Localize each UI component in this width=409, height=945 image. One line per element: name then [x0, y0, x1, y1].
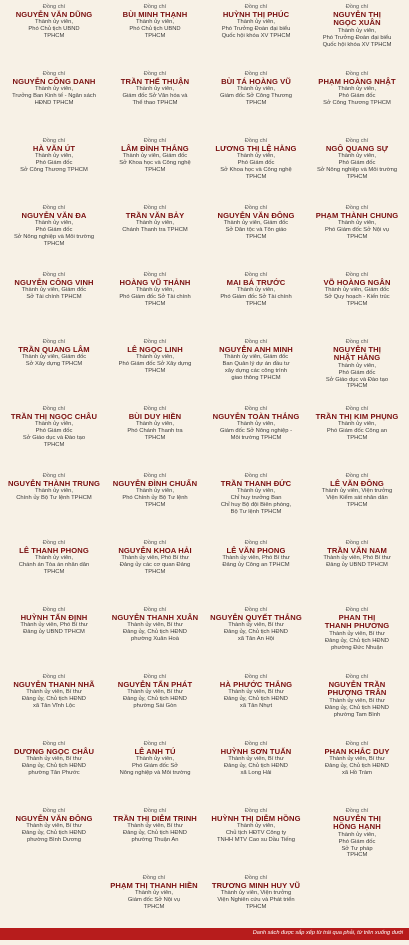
member-card: [309, 607, 405, 651]
member-card: [309, 808, 405, 859]
member-honorific: Đồng chí: [244, 473, 268, 479]
member-card: [208, 808, 304, 844]
member-name: NGUYỄN THỊ NHẬT HẰNG: [333, 344, 381, 363]
member-name: TRẦN VĂN NAM: [327, 545, 387, 555]
member-honorific: Đồng chí: [244, 4, 268, 10]
member-position: Thành ủy viên, Bí thư Đảng ủy, Chủ tịch HĐND xã Tân An Hội: [223, 622, 288, 642]
member-card: [6, 540, 102, 576]
member-position: Thành ủy viên, Phó Giám đốc Sở Tài chính TPHCM: [119, 287, 191, 307]
member-name: NGUYỄN VĂN DŨNG: [15, 9, 93, 19]
member-position: Thành ủy viên, Giám đốc Sở Quy hoạch - Kiến trúc TPHCM: [324, 287, 390, 307]
member-name: NGUYỄN VĂN ĐA: [21, 210, 87, 220]
member-name: TRẦN VĂN BẢY: [125, 210, 185, 220]
member-position: Thành ủy viên, Phó Chánh Thanh tra TPHCM: [127, 421, 183, 441]
member-name: HUỲNH THỊ DIỄM HỒNG: [211, 813, 301, 823]
member-position: Thành ủy viên, Bí thư Đảng ủy, Chủ tịch HĐND xã Hồ Tràm: [324, 756, 389, 776]
member-name: NGUYỄN CÔNG DANH: [12, 76, 96, 86]
member-card: [208, 674, 304, 710]
member-position: Thành ủy viên, Giám đốc Sở Nông nghiệp - Môi trường TPHCM: [219, 421, 293, 441]
member-card: [6, 473, 102, 502]
member-card: [107, 406, 203, 442]
member-position: Thành ủy viên, Phó Chủ tịch UBND TPHCM: [129, 19, 181, 39]
member-row: [0, 607, 409, 677]
member-honorific: Đồng chí: [42, 674, 66, 680]
member-honorific: Đồng chí: [42, 4, 66, 10]
member-position: Thành ủy viên, Giám đốc Sở Văn hóa và Thể thao TPHCM: [122, 86, 188, 106]
member-card: [6, 71, 102, 107]
member-card: [309, 272, 405, 308]
member-position: Thành ủy viên, Phó Trưởng Đoàn đại biểu Quốc hội khóa XV TPHCM: [322, 27, 392, 48]
member-position: Thành ủy viên, Phó Bí thư Đảng ủy UBND TPHCM: [20, 622, 88, 635]
member-row: [0, 741, 409, 811]
member-name: LƯƠNG THỊ LỆ HẰNG: [215, 143, 297, 153]
member-name: NGUYỄN ĐÌNH CHUẨN: [112, 478, 198, 488]
member-name: NGUYỄN QUYẾT THẮNG: [210, 612, 302, 622]
member-card: [107, 205, 203, 234]
member-honorific: Đồng chí: [143, 741, 167, 747]
member-position: Thành ủy viên, Phó Giám đốc Sở Tư pháp TPHCM: [337, 831, 377, 859]
member-honorific: Đồng chí: [244, 205, 268, 211]
member-row: [0, 808, 409, 878]
member-name: NGUYỄN ANH MINH: [219, 344, 293, 354]
member-name: NGUYỄN THỊ NGỌC XUÂN: [333, 9, 381, 28]
member-name: TRẦN THỊ DIỄM TRINH: [113, 813, 197, 823]
member-card: [107, 71, 203, 107]
member-honorific: Đồng chí: [244, 674, 268, 680]
member-name: LÊ VĂN PHONG: [226, 545, 286, 555]
member-name: HUỲNH TẤN ĐỊNH: [20, 612, 88, 622]
member-row: [0, 272, 409, 342]
member-honorific: Đồng chí: [143, 607, 167, 613]
member-position: Thành ủy viên, Phó Giám đốc Sở Nội vụ TPHCM: [324, 220, 390, 240]
member-name: HOÀNG VŨ THẢNH: [119, 277, 191, 287]
member-position: Thành ủy viên, Chánh Thanh tra TPHCM: [122, 220, 188, 233]
member-honorific: Đồng chí: [244, 607, 268, 613]
member-honorific: Đồng chí: [42, 540, 66, 546]
member-position: Thành ủy viên, Viện trưởng Viện Kiểm sát nhân dân TPHCM: [321, 488, 393, 508]
member-honorific: Đồng chí: [244, 808, 268, 814]
member-row: [0, 205, 409, 275]
member-card: [208, 607, 304, 643]
member-position: Thành ủy viên, Phó Giám đốc Sở Tài chính TPHCM: [220, 287, 292, 307]
member-position: Thành ủy viên, Bí thư Đảng ủy, Chủ tịch HĐND phường Sài Gòn: [122, 689, 187, 709]
member-name: NGUYỄN THANH NHÃ: [13, 679, 95, 689]
member-position: Thành ủy viên, Bí thư Đảng ủy, Chủ tịch HĐND phường Tân Phước: [21, 756, 86, 776]
member-honorific: Đồng chí: [345, 205, 369, 211]
member-position: Thành ủy viên, Phó Giám đốc Sở Giáo dục và Đào tạo TPHCM: [325, 362, 389, 390]
member-name: TRẦN THẾ THUẬN: [120, 76, 190, 86]
member-position: Thành ủy viên, Phó Chính ủy Bộ Tư lệnh TPHCM: [122, 488, 188, 508]
member-name: HUỲNH THỊ PHÚC: [222, 9, 290, 19]
member-honorific: Đồng chí: [143, 4, 167, 10]
member-card: [107, 741, 203, 777]
member-honorific: Đồng chí: [42, 205, 66, 211]
member-honorific: Đồng chí: [244, 272, 268, 278]
member-card: [107, 540, 203, 576]
member-position: Thành ủy viên, Bí thư Đảng ủy, Chủ tịch HĐND xã Long Hải: [223, 756, 288, 776]
footer-note: Danh sách được sắp xếp từ trái qua phải, từ trên xuống dưới: [252, 930, 403, 936]
member-name: HÀ VĂN ÚT: [32, 143, 76, 153]
member-honorific: Đồng chí: [143, 808, 167, 814]
member-name: MAI BÁ TRƯỚC: [226, 277, 286, 287]
member-card: [309, 339, 405, 390]
member-card: [309, 138, 405, 181]
member-card: [208, 540, 304, 569]
member-position: Thành ủy viên, Phó Bí thư Đảng ủy UBND TPHCM: [323, 555, 391, 568]
member-card: [107, 607, 203, 643]
member-honorific: Đồng chí: [143, 272, 167, 278]
member-name: NGUYỄN THÀNH TRUNG: [7, 478, 101, 488]
member-position: Thành ủy viên, Phó Giám đốc Sở Nông nghiệp và Môi trường: [119, 756, 191, 776]
member-honorific: Đồng chí: [42, 741, 66, 747]
member-card: [6, 4, 102, 40]
member-honorific: Đồng chí: [244, 540, 268, 546]
member-card: [208, 741, 304, 777]
member-honorific: Đồng chí: [345, 540, 369, 546]
member-name: DƯƠNG NGỌC CHÂU: [13, 746, 95, 756]
member-honorific: Đồng chí: [345, 674, 369, 680]
member-honorific: Đồng chí: [345, 808, 369, 814]
member-honorific: Đồng chí: [42, 272, 66, 278]
member-honorific: Đồng chí: [143, 71, 167, 77]
member-card: [309, 741, 405, 777]
member-position: Thành ủy viên, Phó Giám đốc Sở Nông nghiệp và Môi trường TPHCM: [13, 220, 95, 247]
member-name: HÀ PHƯỚC THẮNG: [219, 679, 293, 689]
member-honorific: Đồng chí: [143, 205, 167, 211]
member-name: NGUYỄN THỊ HỒNG HẠNH: [333, 813, 381, 832]
member-card: [6, 272, 102, 301]
member-honorific: Đồng chí: [42, 71, 66, 77]
member-name: VÕ HOÀNG NGÂN: [323, 277, 391, 287]
member-row: [0, 339, 409, 409]
member-honorific: Đồng chí: [345, 607, 369, 613]
member-position: Thành ủy viên, Bí thư Đảng ủy, Chủ tịch HĐND phường Tam Bình: [324, 697, 389, 718]
member-position: Thành ủy viên, Bí thư Đảng ủy, Chủ tịch HĐND phường Đức Nhuận: [324, 630, 389, 651]
member-row: [0, 71, 409, 141]
member-name: NGUYỄN CÔNG VINH: [14, 277, 94, 287]
member-position: Thành ủy viên, Chỉ huy trưởng Ban Chỉ huy Bộ đội Biên phòng, Bộ Tư lệnh TPHCM: [220, 488, 292, 515]
member-card: [107, 473, 203, 509]
member-name: LÊ VĂN ĐÔNG: [330, 478, 384, 488]
member-position: Thành ủy viên, Viện trưởng Viện Nghiên cứu và Phát triển TPHCM: [217, 890, 295, 910]
member-name: NGUYỄN VĂN ĐÔNG: [217, 210, 295, 220]
member-name: NGUYỄN TRẦN PHƯỢNG TRÂN: [327, 679, 387, 698]
member-card: [6, 406, 102, 449]
member-card: [208, 473, 304, 516]
member-row: [0, 674, 409, 744]
member-honorific: Đồng chí: [345, 473, 369, 479]
member-honorific: Đồng chí: [143, 473, 167, 479]
member-card: [107, 272, 203, 308]
member-position: Thành ủy viên, Bí thư Đảng ủy, Chủ tịch HĐND phường Bình Dương: [21, 823, 86, 843]
member-position: Thành ủy viên, Chủ tịch HĐTV Công ty TNHH MTV Cao su Dầu Tiếng: [217, 823, 295, 843]
member-position: Thành ủy viên, Giám đốc Sở Nội vụ TPHCM: [127, 890, 181, 910]
member-honorific: Đồng chí: [143, 540, 167, 546]
member-card: [309, 4, 405, 48]
member-honorific: Đồng chí: [244, 741, 268, 747]
member-name: PHAN KHẮC DUY: [324, 746, 390, 756]
member-name: NGUYỄN TOÀN THẮNG: [212, 411, 300, 421]
member-position: Thành ủy viên, Phó Trưởng Đoàn đại biểu Quốc hội khóa XV TPHCM: [221, 19, 291, 39]
member-row: [0, 406, 409, 476]
member-card: [107, 138, 203, 174]
member-honorific: Đồng chí: [244, 875, 268, 881]
member-card: [107, 4, 203, 40]
member-position: Thành ủy viên, Phó Giám đốc Sở Xây dựng TPHCM: [118, 354, 192, 374]
member-honorific: Đồng chí: [345, 4, 369, 10]
member-card: [208, 138, 304, 181]
member-name: PHẠM THÀNH CHUNG: [315, 210, 399, 220]
member-name: BÙI DUY HIỀN: [128, 411, 182, 421]
member-name: PHẠM THỊ THANH HIỀN: [110, 880, 198, 890]
member-honorific: Đồng chí: [244, 138, 268, 144]
member-card: [208, 875, 304, 911]
member-position: Thành ủy viên, Bí thư Đảng ủy, Chủ tịch HĐND xã Tân Nhựt: [223, 689, 288, 709]
member-name: NGUYỄN TẤN PHÁT: [117, 679, 193, 689]
member-position: Thành ủy viên, Phó Bí thư Đảng ủy Công an TPHCM: [222, 555, 290, 568]
member-name: TRẦN THỊ NGỌC CHÂU: [10, 411, 98, 421]
member-row: [0, 138, 409, 208]
member-position: Thành ủy viên, Giám đốc Sở Tài chính TPHCM: [21, 287, 87, 300]
member-honorific: Đồng chí: [42, 406, 66, 412]
member-honorific: Đồng chí: [345, 339, 369, 345]
member-honorific: Đồng chí: [345, 71, 369, 77]
member-name: BÙI MINH THẠNH: [122, 9, 188, 19]
member-position: Thành ủy viên, Phó Giám đốc Sở Khoa học và Công nghệ TPHCM: [220, 153, 292, 180]
member-honorific: Đồng chí: [42, 607, 66, 613]
member-position: Thành ủy viên, Giám đốc Sở Khoa học và Công nghệ TPHCM: [119, 153, 191, 173]
member-position: Thành ủy viên, Phó Giám đốc Sở Giáo dục và Đào tạo TPHCM: [22, 421, 86, 448]
member-honorific: Đồng chí: [42, 138, 66, 144]
member-position: Thành ủy viên, Giám đốc Sở Công Thương TPHCM: [220, 86, 292, 106]
member-position: Thành ủy viên, Chính ủy Bộ Tư lệnh TPHCM: [16, 488, 92, 501]
member-card: [309, 205, 405, 241]
member-honorific: Đồng chí: [244, 71, 268, 77]
member-card: [6, 138, 102, 174]
member-card: [208, 406, 304, 442]
member-card: [106, 875, 202, 911]
member-honorific: Đồng chí: [345, 741, 369, 747]
member-honorific: Đồng chí: [345, 138, 369, 144]
member-honorific: Đồng chí: [345, 272, 369, 278]
member-card: [6, 607, 102, 636]
member-card: [309, 674, 405, 718]
member-name: LÊ ANH TÚ: [134, 746, 176, 756]
member-name: PHAN THỊ THANH PHƯƠNG: [324, 612, 390, 631]
member-row: [0, 4, 409, 74]
member-honorific: Đồng chí: [244, 339, 268, 345]
member-name: NGUYỄN KHOA HẢI: [118, 545, 192, 555]
member-name: TRẦN THANH ĐỨC: [220, 478, 292, 488]
member-name: TRƯƠNG MINH HUY VŨ: [211, 880, 301, 890]
member-name: BÙI TÁ HOÀNG VŨ: [221, 76, 291, 86]
member-position: Thành ủy viên, Giám đốc Sở Dân tộc và Tôn giáo TPHCM: [223, 220, 289, 240]
member-row: [0, 473, 409, 543]
member-card: [107, 674, 203, 710]
member-position: Thành ủy viên, Phó Giám đốc Sở Công Thương TPHCM: [20, 153, 88, 173]
member-name: NGUYỄN THANH XUÂN: [111, 612, 199, 622]
member-card: [6, 674, 102, 710]
member-position: Thành ủy viên, Bí thư Đảng ủy, Chủ tịch HĐND xã Tân Vĩnh Lộc: [21, 689, 86, 709]
member-honorific: Đồng chí: [143, 138, 167, 144]
member-card: [6, 808, 102, 844]
member-card: [309, 71, 405, 107]
member-card: [208, 4, 304, 40]
member-name: LÊ NGỌC LINH: [127, 344, 183, 354]
member-position: Thành ủy viên, Phó Chủ tịch UBND TPHCM: [28, 19, 80, 39]
member-honorific: Đồng chí: [143, 406, 167, 412]
member-honorific: Đồng chí: [345, 406, 369, 412]
member-position: Thành ủy viên, Phó Giám đốc Công an TPHCM: [326, 421, 388, 441]
member-position: Thành ủy viên, Phó Bí thư Đảng ủy các cơ quan Đảng TPHCM: [119, 555, 191, 575]
member-card: [208, 339, 304, 382]
member-row: [0, 540, 409, 610]
member-name: NGUYỄN VĂN ĐÔNG: [15, 813, 93, 823]
member-name: HUỲNH SƠN TUẤN: [220, 746, 292, 756]
member-name: TRẦN QUANG LÂM: [18, 344, 90, 354]
footer-bar: [0, 928, 409, 940]
member-position: Thành ủy viên, Phó Giám đốc Sở Công Thương TPHCM: [323, 86, 391, 106]
member-honorific: Đồng chí: [143, 339, 167, 345]
member-card: [309, 473, 405, 509]
member-name: PHẠM HOÀNG NHẬT: [318, 76, 396, 86]
member-card: [309, 406, 405, 442]
member-honorific: Đồng chí: [42, 473, 66, 479]
member-position: Thành ủy viên, Chánh án Tòa án nhân dân TPHCM: [18, 555, 90, 575]
member-card: [6, 205, 102, 248]
member-position: Thành ủy viên, Bí thư Đảng ủy, Chủ tịch HĐND phường Xuân Hoà: [122, 622, 187, 642]
member-card: [208, 71, 304, 107]
member-card: [6, 741, 102, 777]
member-honorific: Đồng chí: [142, 875, 166, 881]
member-card: [107, 339, 203, 375]
member-name: LÂM ĐÌNH THẮNG: [121, 143, 189, 153]
member-card: [107, 808, 203, 844]
member-position: Thành ủy viên, Phó Giám đốc Sở Nông nghiệp và Môi trường TPHCM: [316, 153, 398, 180]
member-name: TRẦN THỊ KIM PHỤNG: [315, 411, 399, 421]
member-card: [6, 339, 102, 368]
member-card: [309, 540, 405, 569]
member-position: Thành ủy viên, Giám đốc Sở Xây dựng TPHCM: [21, 354, 87, 367]
member-position: Thành ủy viên, Giám đốc Ban Quản lý dự án đầu tư xây dựng các công trình giao thông TPHCM: [222, 354, 290, 381]
member-card: [208, 205, 304, 241]
member-honorific: Đồng chí: [244, 406, 268, 412]
member-honorific: Đồng chí: [143, 674, 167, 680]
member-honorific: Đồng chí: [42, 339, 66, 345]
member-position: Thành ủy viên, Bí thư Đảng ủy, Chủ tịch HĐND phường Thuận An: [122, 823, 187, 843]
member-honorific: Đồng chí: [42, 808, 66, 814]
member-position: Thành ủy viên, Trưởng Ban Kinh tế - Ngân sách HĐND TPHCM: [12, 86, 96, 106]
member-name: NGÔ QUANG SỰ: [325, 143, 389, 153]
member-card: [208, 272, 304, 308]
member-name: LÊ THANH PHONG: [19, 545, 89, 555]
